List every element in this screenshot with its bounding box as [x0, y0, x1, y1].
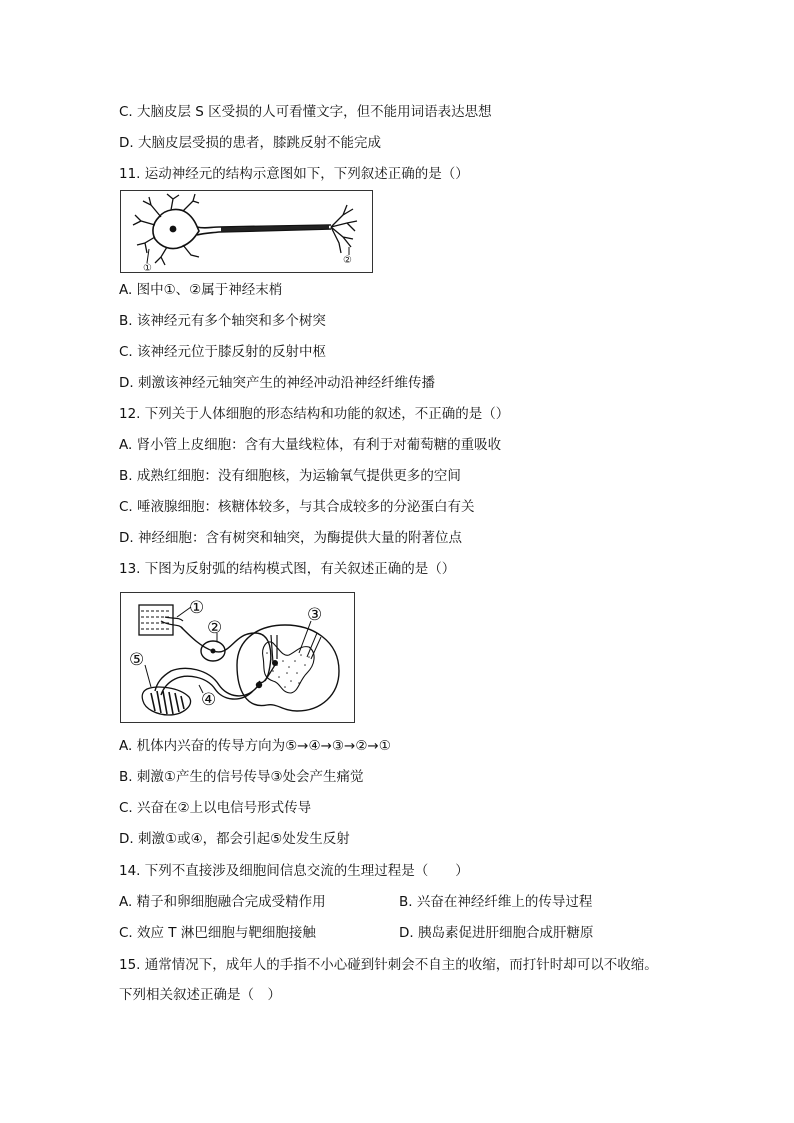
q10-option-c: C. 大脑皮层 S 区受损的人可看懂文字，但不能用词语表达思想: [119, 104, 492, 120]
neuron-label-2: ②: [343, 255, 352, 266]
q11-option-b: B. 该神经元有多个轴突和多个树突: [119, 313, 326, 329]
reflex-label-3: ③: [307, 605, 323, 625]
q14-option-a: A. 精子和卵细胞融合完成受精作用: [119, 894, 326, 910]
q12-stem: 12. 下列关于人体细胞的形态结构和功能的叙述，不正确的是（）: [119, 406, 510, 422]
neuron-figure: [120, 190, 373, 273]
neuron-label-1: ①: [143, 263, 152, 272]
neuron-diagram: [121, 191, 372, 272]
q12-option-c: C. 唾液腺细胞：核糖体较多，与其合成较多的分泌蛋白有关: [119, 499, 475, 515]
q15-stem-line1: 15. 通常情况下，成年人的手指不小心碰到针刺会不自主的收缩，而打针时却可以不收缩。: [119, 957, 658, 973]
q13-option-a: A. 机体内兴奋的传导方向为⑤→④→③→②→①: [119, 738, 391, 754]
q15-stem-line2: 下列相关叙述正确是（ ）: [119, 987, 281, 1003]
q12-option-b: B. 成熟红细胞：没有细胞核，为运输氧气提供更多的空间: [119, 468, 461, 484]
q14-stem: 14. 下列不直接涉及细胞间信息交流的生理过程是（ ）: [119, 863, 469, 879]
q11-option-a: A. 图中①、②属于神经末梢: [119, 282, 283, 298]
q12-option-d: D. 神经细胞：含有树突和轴突，为酶提供大量的附著位点: [119, 530, 462, 546]
q13-option-d: D. 刺激①或④，都会引起⑤处发生反射: [119, 831, 350, 847]
reflex-label-5: ⑤: [129, 650, 145, 670]
q14-option-c: C. 效应 T 淋巴细胞与靶细胞接触: [119, 925, 316, 941]
q11-stem: 11. 运动神经元的结构示意图如下，下列叙述正确的是（）: [119, 166, 469, 182]
q13-option-c: C. 兴奋在②上以电信号形式传导: [119, 800, 312, 816]
q14-option-b: B. 兴奋在神经纤维上的传导过程: [399, 894, 593, 910]
reflex-label-4: ④: [201, 690, 217, 710]
q10-option-d: D. 大脑皮层受损的患者，膝跳反射不能完成: [119, 135, 381, 151]
q11-option-c: C. 该神经元位于膝反射的反射中枢: [119, 344, 327, 360]
reflex-label-2: ②: [207, 618, 223, 638]
reflex-arc-diagram: [121, 593, 354, 722]
q12-option-a: A. 肾小管上皮细胞：含有大量线粒体，有利于对葡萄糖的重吸收: [119, 437, 502, 453]
reflex-label-1: ①: [189, 598, 205, 618]
q13-option-b: B. 刺激①产生的信号传导③处会产生痛觉: [119, 769, 364, 785]
q13-stem: 13. 下图为反射弧的结构模式图，有关叙述正确的是（）: [119, 561, 456, 577]
q11-option-d: D. 刺激该神经元轴突产生的神经冲动沿神经纤维传播: [119, 375, 435, 391]
reflex-arc-figure: [120, 592, 355, 723]
q14-option-d: D. 胰岛素促进肝细胞合成肝糖原: [399, 925, 594, 941]
